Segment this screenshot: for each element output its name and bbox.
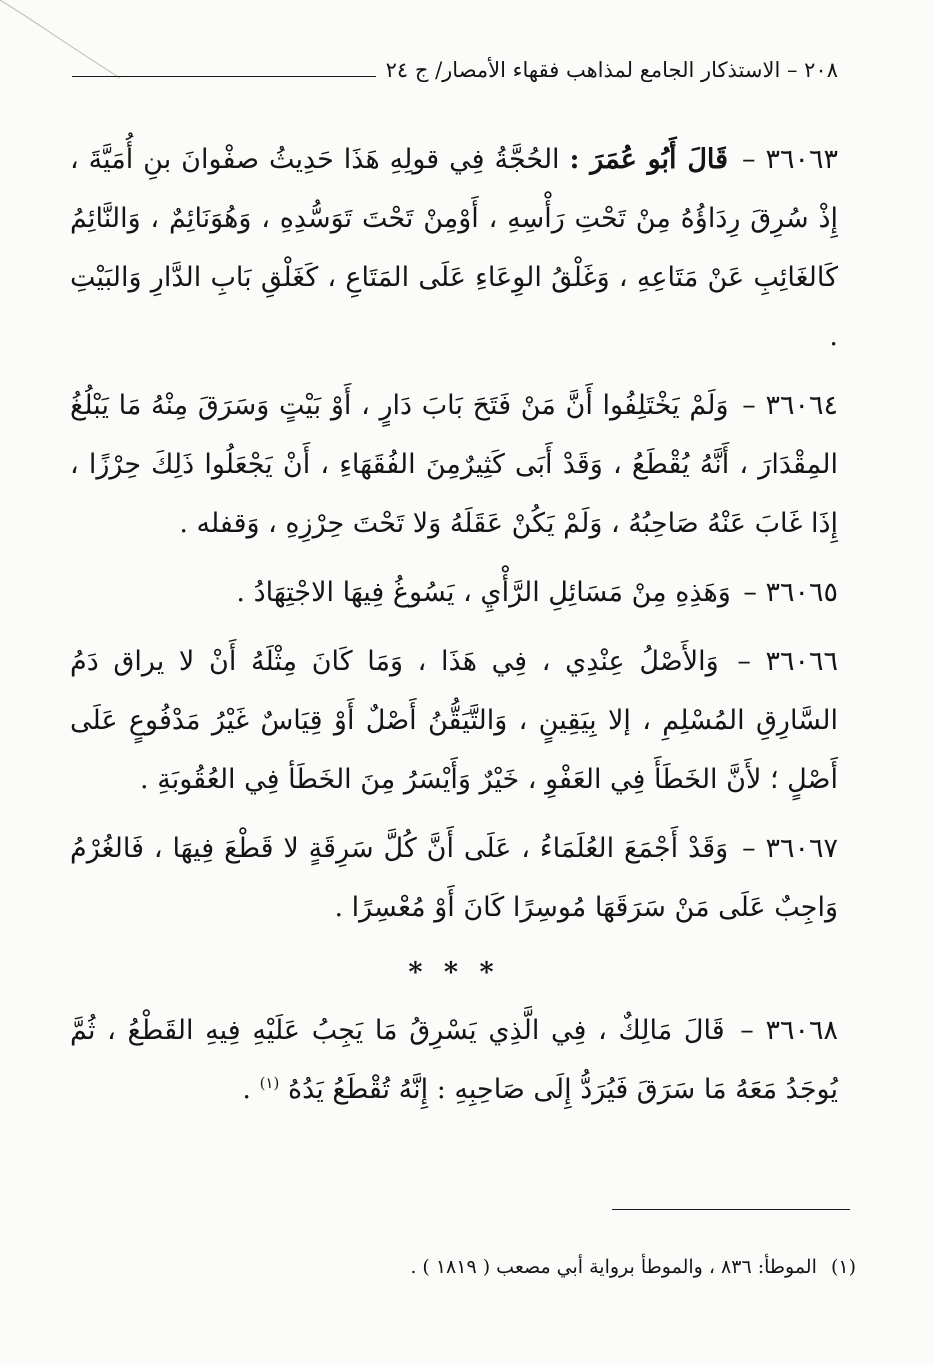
paragraph-number: ٣٦٠٦٦ – bbox=[737, 646, 838, 677]
paragraph-number: ٣٦٠٦٣ – bbox=[742, 144, 838, 175]
paragraph-text: وَلَمْ يَخْتَلِفُوا أَنَّ مَنْ فَتَحَ بَابَ دَارٍ ، أَوْ بَيْتٍ وَسَرَقَ مِنْهُ مَا يَبْلُغُ المِقْدَارَ ، أَنَّهُ يُقْطَعُ ، وَقَدْ أَبَى كَثِيرٌمِنَ الفُقَهَاءِ ، أَنْ يَجْعَلُوا ذَلِكَ حِرْزًا ، إِذَا غَابَ عَنْهُ صَاحِبُهُ ، وَلَمْ يَكُنْ عَقَلَهُ وَلا تَحْتَ حِرْزِهِ ، وَقفله . bbox=[70, 390, 838, 539]
paragraph-number: ٣٦٠٦٤ – bbox=[742, 390, 838, 421]
footnote-text: الموطأ: ٨٣٦ ، والموطأ برواية أبي مصعب ( ١٨١٩ ) . bbox=[410, 1256, 817, 1278]
paragraph-36063 bbox=[70, 130, 838, 366]
running-header bbox=[72, 46, 838, 86]
paragraph-36068 bbox=[70, 1001, 838, 1119]
paragraph-number: ٣٦٠٦٧ – bbox=[742, 833, 838, 864]
footnote-rule bbox=[612, 1209, 850, 1210]
header-title: ٢٠٨ – الاستذكار الجامع لمذاهب فقهاء الأمصار/ ج ٢٤ bbox=[385, 58, 838, 82]
header-rule bbox=[72, 76, 376, 77]
paragraph-text: الحُجَّةُ فِي قولِهِ هَذَا حَدِيثُ صفْوانَ بنِ أُمَيَّةَ ، إِذْ سُرِقَ رِدَاؤُهُ مِنْ تَحْتِ رَأْسِهِ ، أَوْمِنْ تَحْتَ تَوَسُّدِهِ ، وَهُوَنَائِمٌ ، وَالنَّائِمُ كَالغَائِبِ عَنْ مَتَاعِهِ ، وَغَلْقُ الوِعَاءِ عَلَى المَتَاعِ ، كَغَلْقِ بَابِ الدَّارِ وَالبَيْتِ . bbox=[70, 144, 838, 352]
paragraph-36065 bbox=[70, 563, 838, 622]
paragraph-number: ٣٦٠٦٥ – bbox=[743, 577, 838, 608]
paragraph-number: ٣٦٠٦٨ – bbox=[740, 1015, 838, 1046]
paragraph-36064 bbox=[70, 376, 838, 553]
paragraph-text: قَالَ مَالِكٌ ، فِي الَّذِي يَسْرِقُ مَا يَجِبُ عَلَيْهِ فِيهِ القَطْعُ ، ثُمَّ يُوجَدُ مَعَهُ مَا سَرَقَ فَيُرَدُّ إِلَى صَاحِبِهِ : إِنَّهُ تُقْطَعُ يَدُهُ bbox=[70, 1015, 838, 1105]
footnote bbox=[96, 1252, 856, 1282]
section-separator: * * * bbox=[408, 957, 500, 988]
main-text bbox=[70, 130, 838, 1129]
paragraph-text: وَقَدْ أَجْمَعَ العُلَمَاءُ ، عَلَى أَنَّ كُلَّ سَرِقَةٍ لا قَطْعَ فِيهَا ، فَالغُرْمُ وَاجِبٌ عَلَى مَنْ سَرَقَهَا مُوسِرًا كَانَ أَوْ مُعْسِرًا . bbox=[70, 833, 838, 923]
footnote-reference[interactable]: (١) bbox=[259, 1074, 280, 1092]
paragraph-text: وَالأَصْلُ عِنْدِي ، فِي هَذَا ، وَمَا كَانَ مِثْلَهُ أَنْ لا يراق دَمُ السَّارِقِ المُسْلِمِ ، إلا بِيَقِينٍ ، وَالتَّيَقُّنُ أَصْلٌ أَوْ قِيَاسٌ غَيْرُ مَدْفُوعٍ عَلَى أَصْلٍ ؛ لأَنَّ الخَطَأَ فِي العَفْوِ ، خَيْرٌ وَأَيْسَرُ مِنَ الخَطَأ فِي العُقُوبَةِ . bbox=[70, 646, 838, 795]
footnote-marker: (١) bbox=[830, 1256, 856, 1278]
paragraph-36066 bbox=[70, 632, 838, 809]
paragraph-end: . bbox=[242, 1074, 251, 1105]
speaker-name: قَالَ أَبُو عُمَرَ : bbox=[569, 144, 729, 175]
paragraph-text: وَهَذِهِ مِنْ مَسَائِلِ الرَّأْيِ ، يَسُوغُ فِيهَا الاجْتِهَادُ . bbox=[236, 577, 731, 608]
paragraph-36067 bbox=[70, 819, 838, 937]
